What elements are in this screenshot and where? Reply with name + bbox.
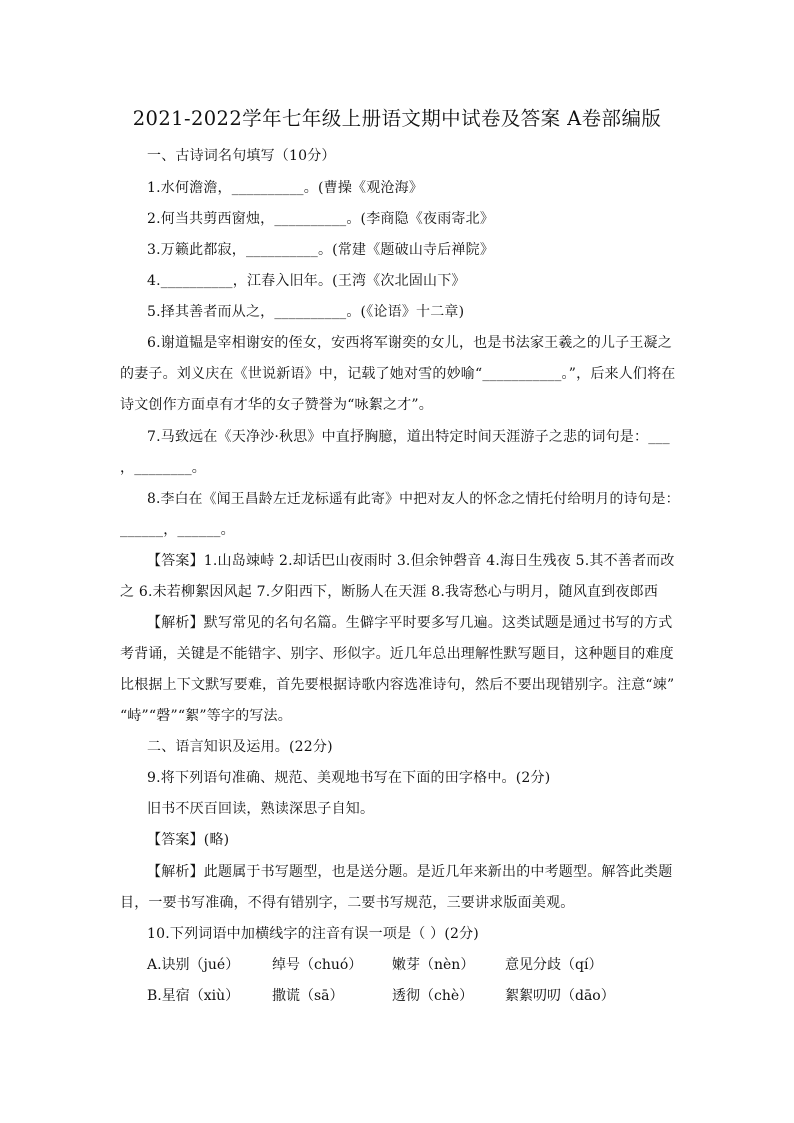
page-title: 2021-2022学年七年级上册语文期中试卷及答案 A卷部编版: [132, 107, 662, 130]
question-1: 1.水何澹澹，__________。(曹操《观沧海》: [147, 180, 424, 196]
answer-line-2: 之 6.未若柳絮因风起 7.夕阳西下，断肠人在天涯 8.我寄愁心与明月，随风直到夜郎西: [120, 584, 659, 600]
option-a-word-4: 意见分歧（qí）: [505, 957, 603, 973]
question-9-analysis-line-2: 目，一要书写准确，不得有错别字，二要书写规范，三要讲求版面美观。: [120, 895, 575, 911]
question-9-answer: 【答案】(略): [147, 832, 230, 848]
question-4: 4.__________，江春入旧年。(王湾《次北固山下》: [147, 273, 466, 289]
analysis-line-1: 【解析】默写常见的名句名篇。生僻字平时要多写几遍。这类试题是通过书写的方式: [147, 615, 673, 631]
option-b-word-1: B.星宿（xiù）: [147, 988, 240, 1004]
question-7-line-1: 7.马致远在《天净沙·秋思》中直抒胸臆，道出特定时间天涯游子之悲的词句是：___: [147, 429, 670, 445]
option-a-word-3: 嫩芽（nèn）: [392, 957, 475, 973]
question-6-line-3: 诗文创作方面卓有才华的女子赞誉为“咏絮之才”。: [120, 397, 433, 413]
question-9: 9.将下列语句准确、规范、美观地书写在下面的田字格中。(2分): [147, 770, 551, 786]
analysis-line-2: 考背诵，关键是不能错字、别字、形似字。近几年总出理解性默写题目，这种题目的难度: [120, 646, 674, 662]
question-8-line-2: ______，______。: [120, 522, 235, 538]
option-b-word-3: 透彻（chè）: [392, 988, 474, 1004]
analysis-line-3: 比根据上下文默写要难，首先要根据诗歌内容选准诗句，然后不要出现错别字。注意“竦”: [120, 677, 675, 693]
question-10: 10.下列词语中加横线字的注音有误一项是（ ）(2分): [147, 926, 479, 942]
option-b-word-4: 絮絮叨叨（dāo）: [505, 988, 615, 1004]
option-a-word-2: 绰号（chuó）: [272, 957, 363, 973]
answer-line-1: 【答案】1.山岛竦峙 2.却话巴山夜雨时 3.但余钟磬音 4.海日生残夜 5.其不善者而改: [147, 553, 675, 569]
question-6-line-2: 的妻子。刘义庆在《世说新语》中，记载了她对雪的妙喻“___________。”，后来人们将在: [120, 366, 676, 382]
option-a-word-1: A.诀别（jué）: [147, 957, 240, 973]
question-2: 2.何当共剪西窗烛，__________。(李商隐《夜雨寄北》: [147, 211, 495, 227]
question-9-analysis-line-1: 【解析】此题属于书写题型，也是送分题。是近几年来新出的中考题型。解答此类题: [147, 864, 673, 880]
question-7-line-2: ，________。: [120, 460, 206, 476]
question-6-line-1: 6.谢道韫是宰相谢安的侄女，安西将军谢奕的女儿，也是书法家王羲之的儿子王凝之: [147, 335, 672, 351]
question-9-text: 旧书不厌百回读，熟读深思子自知。: [147, 801, 375, 817]
option-b-word-2: 撒谎（sā）: [272, 988, 344, 1004]
analysis-line-4: “峙”“磬”“絮”等字的写法。: [120, 708, 292, 724]
question-5: 5.择其善者而从之，__________。(《论语》十二章): [147, 304, 465, 320]
question-8-line-1: 8.李白在《闻王昌龄左迁龙标遥有此寄》中把对友人的怀念之情托付给明月的诗句是：: [147, 491, 680, 507]
section-heading-poetry: 一、古诗词名句填写（10分）: [147, 148, 336, 164]
section-heading-language: 二、语言知识及运用。(22分): [147, 739, 333, 755]
question-3: 3.万籁此都寂，__________。(常建《题破山寺后禅院》: [147, 242, 495, 258]
